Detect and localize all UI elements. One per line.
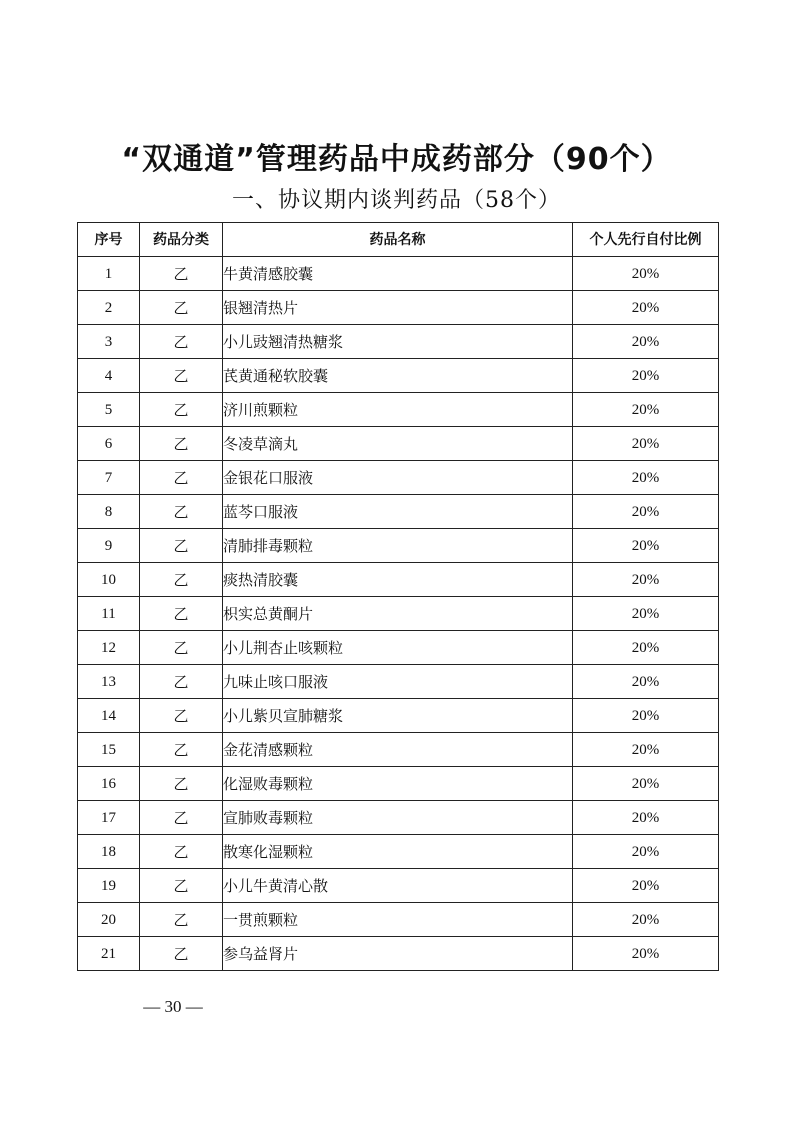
cell-self-pay-ratio: 20% <box>573 495 719 529</box>
cell-drug-category: 乙 <box>140 563 223 597</box>
table-row <box>78 393 719 427</box>
table-row <box>78 733 719 767</box>
cell-drug-name: 小儿豉翘清热糖浆 <box>223 325 573 359</box>
cell-self-pay-ratio: 20% <box>573 937 719 971</box>
cell-drug-category: 乙 <box>140 495 223 529</box>
cell-self-pay-ratio: 20% <box>573 699 719 733</box>
table-row <box>78 461 719 495</box>
cell-serial-number: 9 <box>78 529 140 563</box>
cell-drug-category: 乙 <box>140 359 223 393</box>
table-row <box>78 835 719 869</box>
cell-drug-category: 乙 <box>140 597 223 631</box>
table-row <box>78 325 719 359</box>
table-row <box>78 699 719 733</box>
table-row <box>78 665 719 699</box>
cell-self-pay-ratio: 20% <box>573 733 719 767</box>
cell-drug-name: 济川煎颗粒 <box>223 393 573 427</box>
table-row <box>78 631 719 665</box>
cell-drug-name: 小儿紫贝宣肺糖浆 <box>223 699 573 733</box>
cell-self-pay-ratio: 20% <box>573 801 719 835</box>
table-row <box>78 937 719 971</box>
table-row <box>78 767 719 801</box>
section-subtitle: 一、协议期内谈判药品（58个） <box>232 188 561 213</box>
table-row <box>78 257 719 291</box>
cell-drug-name: 蓝芩口服液 <box>223 495 573 529</box>
cell-serial-number: 13 <box>78 665 140 699</box>
cell-drug-name: 痰热清胶囊 <box>223 563 573 597</box>
cell-drug-name: 小儿荆杏止咳颗粒 <box>223 631 573 665</box>
cell-serial-number: 3 <box>78 325 140 359</box>
cell-serial-number: 16 <box>78 767 140 801</box>
cell-serial-number: 11 <box>78 597 140 631</box>
cell-serial-number: 17 <box>78 801 140 835</box>
cell-drug-category: 乙 <box>140 325 223 359</box>
header-self-pay-ratio: 个人先行自付比例 <box>573 223 719 257</box>
cell-drug-category: 乙 <box>140 801 223 835</box>
cell-self-pay-ratio: 20% <box>573 869 719 903</box>
cell-self-pay-ratio: 20% <box>573 767 719 801</box>
cell-drug-category: 乙 <box>140 461 223 495</box>
cell-serial-number: 20 <box>78 903 140 937</box>
cell-drug-name: 清肺排毒颗粒 <box>223 529 573 563</box>
cell-drug-name: 散寒化湿颗粒 <box>223 835 573 869</box>
cell-drug-category: 乙 <box>140 937 223 971</box>
cell-drug-category: 乙 <box>140 733 223 767</box>
cell-serial-number: 15 <box>78 733 140 767</box>
table-row <box>78 291 719 325</box>
table-body <box>78 257 719 971</box>
cell-serial-number: 10 <box>78 563 140 597</box>
cell-drug-name: 金花清感颗粒 <box>223 733 573 767</box>
cell-drug-name: 宣肺败毒颗粒 <box>223 801 573 835</box>
table-row <box>78 359 719 393</box>
cell-drug-category: 乙 <box>140 835 223 869</box>
cell-drug-name: 枳实总黄酮片 <box>223 597 573 631</box>
table-row <box>78 495 719 529</box>
cell-drug-category: 乙 <box>140 767 223 801</box>
cell-drug-name: 化湿败毒颗粒 <box>223 767 573 801</box>
cell-serial-number: 12 <box>78 631 140 665</box>
cell-self-pay-ratio: 20% <box>573 597 719 631</box>
cell-drug-name: 一贯煎颗粒 <box>223 903 573 937</box>
cell-self-pay-ratio: 20% <box>573 631 719 665</box>
cell-drug-name: 牛黄清感胶囊 <box>223 257 573 291</box>
table-row <box>78 597 719 631</box>
cell-drug-name: 金银花口服液 <box>223 461 573 495</box>
drug-table <box>77 222 719 971</box>
cell-drug-category: 乙 <box>140 291 223 325</box>
cell-serial-number: 14 <box>78 699 140 733</box>
cell-drug-category: 乙 <box>140 427 223 461</box>
cell-serial-number: 8 <box>78 495 140 529</box>
cell-self-pay-ratio: 20% <box>573 325 719 359</box>
cell-serial-number: 21 <box>78 937 140 971</box>
header-serial-number: 序号 <box>78 223 140 257</box>
cell-self-pay-ratio: 20% <box>573 359 719 393</box>
cell-serial-number: 4 <box>78 359 140 393</box>
cell-self-pay-ratio: 20% <box>573 461 719 495</box>
cell-serial-number: 6 <box>78 427 140 461</box>
cell-drug-name: 芪黄通秘软胶囊 <box>223 359 573 393</box>
cell-self-pay-ratio: 20% <box>573 529 719 563</box>
cell-serial-number: 2 <box>78 291 140 325</box>
cell-self-pay-ratio: 20% <box>573 903 719 937</box>
cell-self-pay-ratio: 20% <box>573 835 719 869</box>
cell-drug-category: 乙 <box>140 393 223 427</box>
cell-self-pay-ratio: 20% <box>573 291 719 325</box>
page-title: “双通道”管理药品中成药部分（90个） <box>121 142 672 177</box>
cell-drug-category: 乙 <box>140 903 223 937</box>
header-drug-name: 药品名称 <box>223 223 573 257</box>
table-row <box>78 529 719 563</box>
cell-self-pay-ratio: 20% <box>573 563 719 597</box>
table-row <box>78 563 719 597</box>
cell-serial-number: 5 <box>78 393 140 427</box>
cell-serial-number: 7 <box>78 461 140 495</box>
table-row <box>78 869 719 903</box>
cell-serial-number: 18 <box>78 835 140 869</box>
cell-self-pay-ratio: 20% <box>573 257 719 291</box>
cell-drug-category: 乙 <box>140 699 223 733</box>
cell-serial-number: 19 <box>78 869 140 903</box>
table-header-row <box>78 223 719 257</box>
cell-drug-category: 乙 <box>140 529 223 563</box>
cell-drug-name: 九味止咳口服液 <box>223 665 573 699</box>
cell-drug-category: 乙 <box>140 257 223 291</box>
cell-self-pay-ratio: 20% <box>573 393 719 427</box>
page-number: — 30 — <box>143 997 203 1016</box>
cell-drug-name: 小儿牛黄清心散 <box>223 869 573 903</box>
cell-drug-category: 乙 <box>140 631 223 665</box>
table-row <box>78 427 719 461</box>
cell-drug-name: 参乌益肾片 <box>223 937 573 971</box>
header-drug-category: 药品分类 <box>140 223 223 257</box>
cell-drug-name: 冬凌草滴丸 <box>223 427 573 461</box>
cell-drug-name: 银翘清热片 <box>223 291 573 325</box>
cell-self-pay-ratio: 20% <box>573 427 719 461</box>
cell-drug-category: 乙 <box>140 869 223 903</box>
cell-self-pay-ratio: 20% <box>573 665 719 699</box>
cell-serial-number: 1 <box>78 257 140 291</box>
table-row <box>78 801 719 835</box>
table-row <box>78 903 719 937</box>
cell-drug-category: 乙 <box>140 665 223 699</box>
